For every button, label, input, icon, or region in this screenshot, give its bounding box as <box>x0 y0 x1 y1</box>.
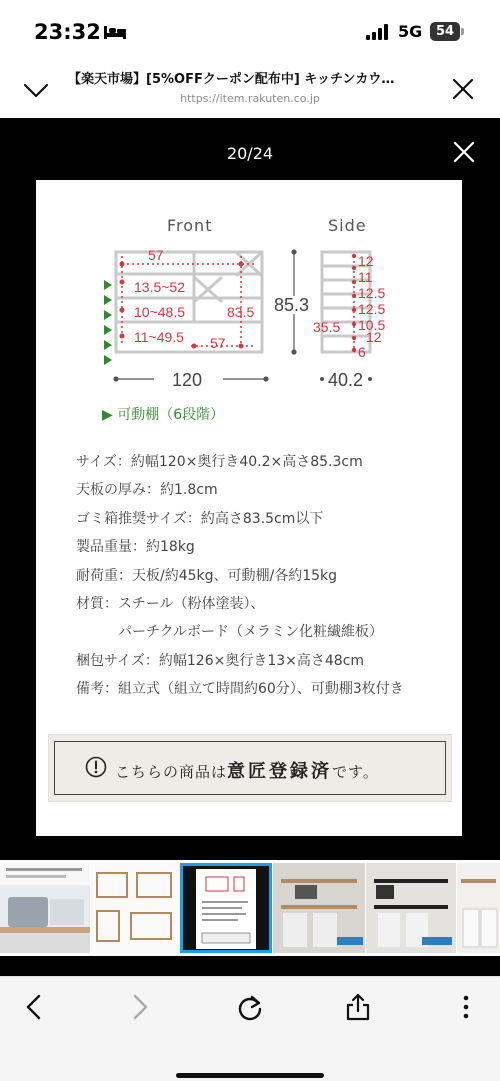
notice-emphasis: 意匠登録済 <box>227 761 333 782</box>
image-counter: 20/24 <box>226 144 274 163</box>
dim-side-2: 11 <box>358 269 373 285</box>
spec-size: サイズ：約幅120×奥行き40.2×高さ85.3cm <box>76 454 363 470</box>
spec-package: 梱包サイズ：約幅126×奥行き13×高さ48cm <box>76 652 365 669</box>
design-registration-notice <box>48 734 452 802</box>
dim-front-middle: 10~48.5 <box>134 304 185 320</box>
share-icon[interactable] <box>344 993 372 1021</box>
back-icon[interactable] <box>20 993 48 1021</box>
image-viewer <box>0 118 500 976</box>
notice-pre: こちらの商品は <box>115 763 228 781</box>
browser-toolbar <box>0 976 500 1081</box>
reload-icon[interactable] <box>236 993 264 1021</box>
side-label: Side <box>328 216 367 235</box>
exclamation-icon <box>85 756 107 778</box>
thumbnail-2[interactable] <box>91 863 179 953</box>
thumbnail-strip <box>0 860 500 956</box>
battery-tip <box>461 28 464 35</box>
dim-front-lower: 11~49.5 <box>134 329 184 345</box>
dim-total-height: 85.3 <box>274 295 310 315</box>
dim-side-4: 12.5 <box>358 301 386 317</box>
sleep-focus-icon <box>103 24 127 40</box>
dim-side-5: 10.5 <box>358 317 386 333</box>
dim-front-inner-height: 83.5 <box>227 304 255 320</box>
forward-icon[interactable] <box>126 993 154 1021</box>
thumbnail-5[interactable] <box>366 863 456 953</box>
dim-side-6: 12 <box>366 329 382 345</box>
spec-load: 耐荷重：天板/約45kg、可動棚/各約15kg <box>76 567 338 584</box>
shelf-arrows <box>104 280 112 365</box>
spec-weight: 製品重量：約18kg <box>76 539 195 556</box>
dim-front-top-width: 57 <box>148 247 164 263</box>
dim-side-inner: 35.5 <box>313 319 341 335</box>
spec-list <box>76 448 456 704</box>
thumbnail-6[interactable] <box>457 863 500 953</box>
battery-icon: 54 <box>430 22 460 41</box>
spec-bin-size: ゴミ箱推奨サイズ：約高さ83.5cm以下 <box>76 510 324 527</box>
network-type: 5G <box>398 22 423 41</box>
thumbnail-1[interactable] <box>0 863 90 953</box>
shelf-legend: ▶ 可動棚（6段階） <box>102 407 225 423</box>
front-label: Front <box>167 216 213 235</box>
product-image[interactable] <box>36 180 462 836</box>
dim-side-1: 12 <box>358 253 374 269</box>
notice-post: です。 <box>332 763 379 781</box>
browser-header <box>0 62 500 118</box>
dim-front-bottom-width: 57 <box>210 335 226 351</box>
page-title: 【楽天市場】[5%OFFクーポン配布中] キッチンカウ… <box>68 72 395 87</box>
notice-text <box>115 757 379 783</box>
thumbnail-current[interactable] <box>180 863 272 953</box>
dim-front-upper: 13.5~52 <box>134 279 185 295</box>
status-time: 23:32 <box>34 20 101 44</box>
spec-material-2: パーチクルボード（メラミン化粧繊維板） <box>118 624 384 641</box>
page-url: https://item.rakuten.co.jp <box>180 92 320 105</box>
more-icon[interactable] <box>452 993 480 1021</box>
dim-side-depth: 40.2 <box>328 370 364 390</box>
spec-notes: 備考：組立式（組立て時間約60分）、可動棚3枚付き <box>76 681 404 698</box>
spec-top-thickness: 天板の厚み：約1.8cm <box>76 482 218 499</box>
dim-total-width: 120 <box>172 370 203 390</box>
status-bar <box>0 0 500 62</box>
notice-border <box>54 741 446 795</box>
dimension-diagram <box>36 236 462 396</box>
dim-side-7: 6 <box>358 344 366 360</box>
thumbnail-4[interactable] <box>273 863 365 953</box>
close-icon[interactable] <box>450 76 476 102</box>
dim-side-3: 12.5 <box>358 285 386 301</box>
cellular-signal-icon <box>366 24 392 40</box>
home-indicator <box>176 1073 324 1078</box>
viewer-close-icon[interactable] <box>452 140 476 164</box>
spec-material: 材質：スチール（粉体塗装）、 <box>76 595 265 612</box>
